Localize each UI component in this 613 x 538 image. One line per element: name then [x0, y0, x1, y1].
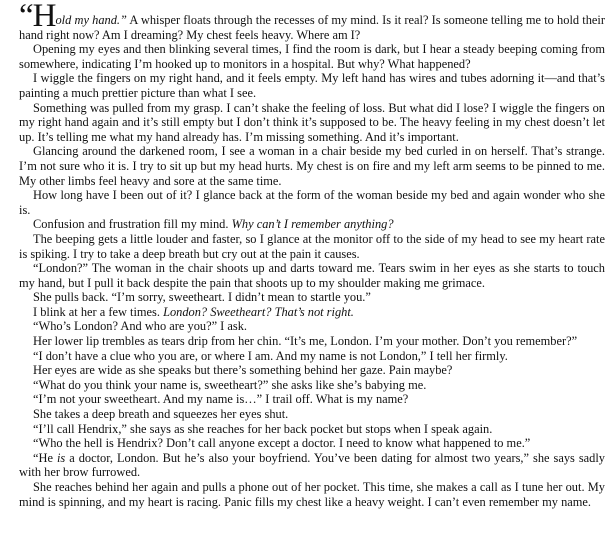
paragraph	[19, 290, 605, 305]
paragraph	[19, 305, 605, 320]
text-run: “I don’t have a clue who you are, or where I am. And my name is not London,” I tell her firmly.	[33, 348, 508, 363]
drop-cap: “H	[19, 0, 56, 34]
text-run: Confusion and frustration fill my mind.	[33, 217, 232, 232]
text-run: “What do you think your name is, sweetheart?” she asks like she’s babying me.	[33, 377, 427, 392]
paragraph	[19, 217, 605, 232]
paragraph	[19, 319, 605, 334]
text-run: Something was pulled from my grasp. I can’t shake the feeling of loss. But what did I lose? I wiggle the fingers on my right hand again and it’s still empty but I don’t think it’s supposed to be. The heavy feeling in my chest doesn’t let up. It’s telling me what my hand already has. I’m missing something. And it’s important.	[19, 100, 605, 144]
paragraph	[19, 378, 605, 393]
text-run: Her eyes are wide as she speaks but there’s something behind her gaze. Pain maybe?	[33, 363, 453, 378]
text-run: “London?” The woman in the chair shoots up and darts toward me. Tears swim in her eyes as she starts to touch my hand, but I pull it back despite the pain that shoots up to my shoulder making me grimace.	[19, 261, 605, 290]
text-run: How long have I been out of it? I glance back at the form of the woman beside my bed and again wonder who she is.	[19, 188, 605, 217]
paragraph	[19, 422, 605, 437]
paragraph	[19, 144, 605, 188]
text-run: “I’ll call Hendrix,” she says as she reaches for her back pocket but stops when I speak again.	[33, 421, 493, 436]
text-run: “He	[33, 450, 57, 465]
text-run: “Who’s London? And who are you?” I ask.	[33, 319, 248, 334]
paragraph	[19, 392, 605, 407]
paragraph	[19, 407, 605, 422]
italic-text: London? Sweetheart? That’s not right.	[163, 304, 354, 319]
text-run: I blink at her a few times.	[33, 304, 164, 319]
text-run: Opening my eyes and then blinking several times, I find the room is dark, but I hear a steady beeping coming from somewhere, indicating I’m hooked up to monitors in a hospital. But why? What happened?	[19, 42, 605, 71]
paragraph	[19, 436, 605, 451]
italic-text: is	[56, 450, 66, 465]
paragraph	[19, 261, 605, 290]
text-run: She pulls back. “I’m sorry, sweetheart. I didn’t mean to startle you.”	[33, 290, 371, 305]
paragraph	[19, 101, 605, 145]
italic-text: Why can’t I remember anything?	[231, 217, 394, 232]
text-run: She takes a deep breath and squeezes her eyes shut.	[33, 407, 289, 422]
paragraph	[19, 451, 605, 480]
paragraph	[19, 334, 605, 349]
paragraph	[19, 232, 605, 261]
text-run: Glancing around the darkened room, I see a woman in a chair beside my bed curled in on herself. That’s strange. I’m not sure who it is. I try to sit up but my head hurts. My chest is on fire and my left arm seems to be pinned to me. My other limbs feel heavy and sore at the same time.	[19, 144, 605, 188]
paragraph	[19, 188, 605, 217]
text-run: She reaches behind her again and pulls a phone out of her pocket. This time, she makes a call as I tune her out. My mind is spinning, and my heart is racing. Panic fills my chest like a heavy weight. I can’t even remember my name.	[19, 480, 605, 509]
text-run: Her lower lip trembles as tears drip from her chin. “It’s me, London. I’m your mother. Don’t you remember?”	[33, 334, 578, 349]
text-run: “Who the hell is Hendrix? Don’t call anyone except a doctor. I need to know what happened to me.”	[33, 436, 531, 451]
paragraph	[19, 71, 605, 100]
text-run: a doctor, London. But he’s also your boyfriend. You’ve been dating for almost two years,” she says sadly with her brow furrowed.	[19, 450, 605, 480]
text-run: “I’m not your sweetheart. And my name is…” I trail off. What is my name?	[33, 392, 409, 407]
paragraph	[19, 42, 605, 71]
paragraph	[19, 349, 605, 364]
italic-text: old my hand.”	[55, 13, 127, 27]
paragraph	[19, 363, 605, 378]
text-run: A whisper floats through the recesses of my mind. Is it real? Is someone telling me to hold their hand right now? Am I dreaming? My chest feels heavy. Where am I?	[19, 13, 605, 42]
text-run: I wiggle the fingers on my right hand, and it feels empty. My left hand has wires and tubes adorning it—and that’s painting a much prettier picture than what I see.	[19, 71, 605, 100]
opening-paragraph	[19, 0, 605, 42]
paragraph	[19, 480, 605, 509]
text-run: The beeping gets a little louder and faster, so I glance at the monitor off to the side of my head to see my heart rate is spiking. I try to take a deep breath but cry out at the pain it causes.	[19, 231, 605, 261]
